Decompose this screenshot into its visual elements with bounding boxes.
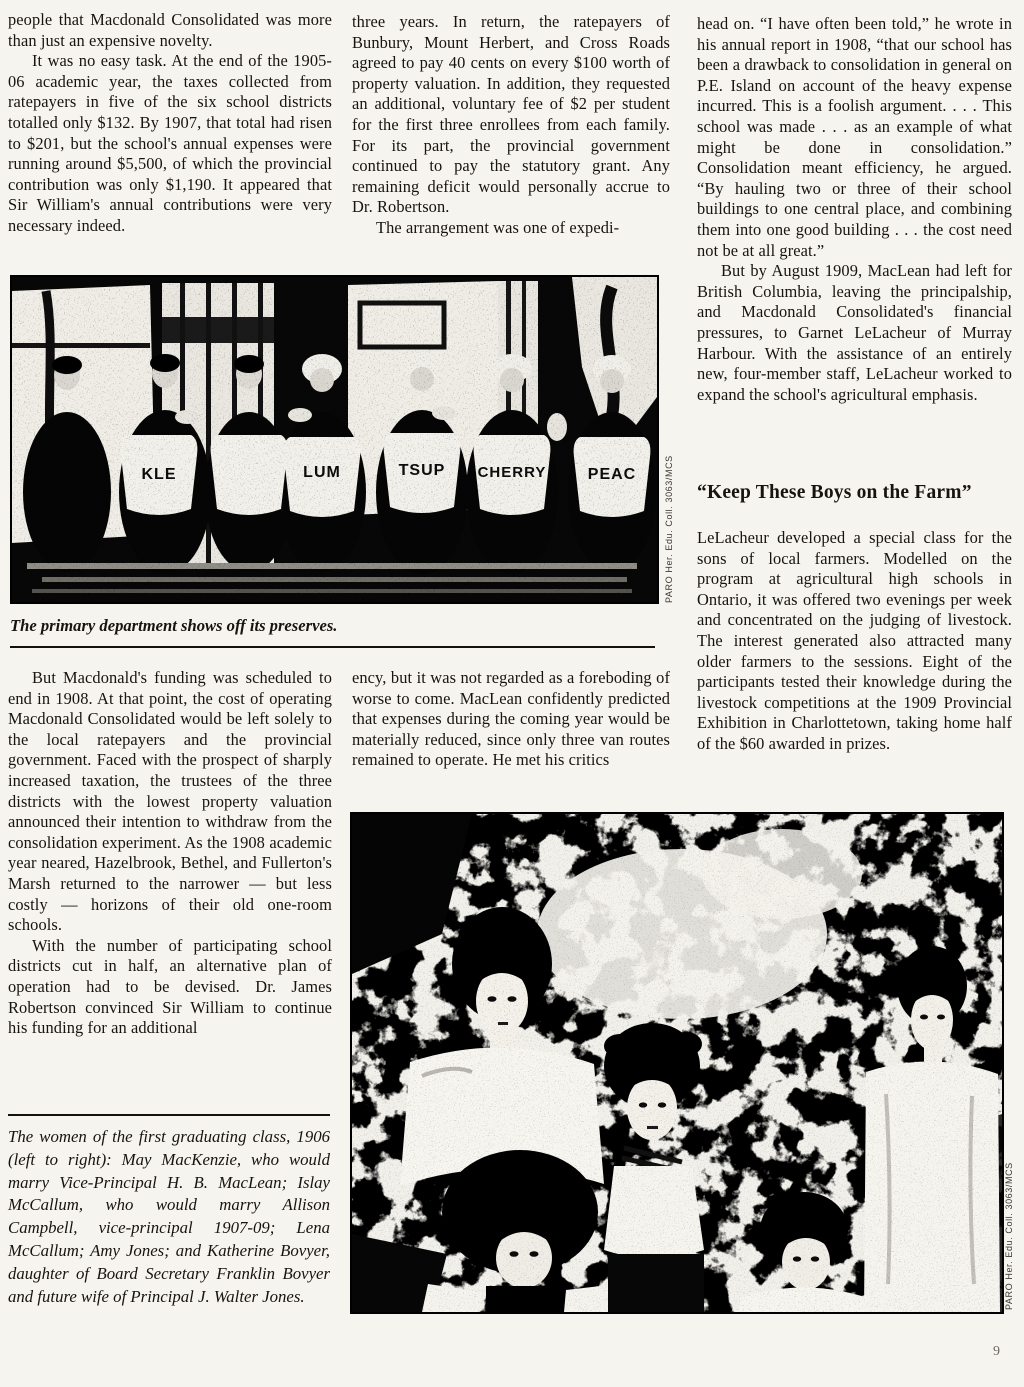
body-paragraph: But by August 1909, MacLean had left for British Columbia, leaving the principalship, and Macdonald Consolidated's financial pressures, to Garnet LeLacheur of Murray Harbour. With the assistance of an entirely new, four-member staff, LeLacheur worked to expand the school's agricultural emphasis.	[697, 261, 1012, 404]
grain-overlay	[12, 277, 657, 602]
jar-label: CHERRY	[477, 464, 547, 481]
graduates-photo	[350, 812, 1004, 1314]
body-paragraph: It was no easy task. At the end of the 1905-06 academic year, the taxes collected from ratepayers in five of the six school districts totalled only $132. By 1907, that total had risen to $201, but the school's annual expenses were running around $5,500, of which the provincial contribution was only $1,190. It appeared that Sir William's annual contributions were very necessary indeed.	[8, 51, 332, 235]
column1-block2	[8, 668, 332, 1039]
graduates-photo-art	[352, 814, 1002, 1312]
body-paragraph: ency, but it was not regarded as a foreboding of worse to come. MacLean confidently predicted that expenses during the coming year would be materially reduced, since only three van routes remained to operate. He met his critics	[352, 668, 670, 770]
column2-block2	[352, 668, 670, 771]
column3-block2	[697, 528, 1012, 755]
body-paragraph: head on. “I have often been told,” he wrote in his annual report in 1908, “that our school has been a drawback to consolidation in general on P.E. Island on account of the heavy expense incurred. This is a foolish argument. . . . This school was made . . . as an example of what might be done in consolidation.” Consolidation meant efficiency, he argued. “By hauling two or three of their school buildings to one central place, and combining them into one good building . . . the cost need not be at all great.”	[697, 14, 1012, 260]
photo-credit: PARO Her. Edu. Coll. 3063/MCS	[664, 455, 674, 603]
photo-credit: PARO Her. Edu. Coll. 3063/MCS	[1004, 1162, 1014, 1310]
page-number: 9	[993, 1344, 1000, 1359]
body-paragraph: The arrangement was one of expedi-	[376, 217, 620, 237]
preserves-photo	[10, 275, 659, 604]
jar-label: PEAC	[587, 466, 637, 483]
body-paragraph: three years. In return, the ratepayers of Bunbury, Mount Herbert, and Cross Roads agreed to pay 40 cents on every $100 worth of property valuation. In addition, they requested an additional, voluntary fee of $2 per student for the first three enrollees from each family. For its part, the provincial government continued to pay the statutory grant. Any remaining deficit would personally accrue to Dr. Robertson.	[352, 12, 670, 217]
body-paragraph: people that Macdonald Consolidated was more than just an expensive novelty.	[8, 10, 332, 50]
grain-overlay	[352, 814, 1002, 1312]
jar-label: LUM	[303, 464, 341, 481]
column2-block1	[352, 12, 670, 239]
caption-rule	[8, 1114, 330, 1116]
section-heading: “Keep These Boys on the Farm”	[697, 482, 972, 503]
divider-rule	[10, 646, 655, 648]
jar-label: KLE	[141, 466, 177, 483]
photo-caption: The primary department shows off its preserves.	[10, 616, 338, 635]
column1-block1	[8, 10, 332, 237]
graduates-caption: The women of the first graduating class, 1906 (left to right): May MacKenzie, who would marry Vice-Principal H. B. MacLean; Islay McCallum, who would marry Allison Campbell, vice-principal 1907-09; Lena McCallum; Amy Jones; and Katherine Bovyer, daughter of Board Secretary Franklin Bovyer and future wife of Principal J. Walter Jones.	[8, 1127, 330, 1306]
jar-label: TSUP	[398, 462, 446, 479]
body-paragraph: LeLacheur developed a special class for the sons of local farmers. Modelled on the program at agricultural high schools in Ontario, it was offered two evenings per week and concentrated on the judging of livestock. The interest generated also attracted many older farmers to the sessions. Eight of the participants tested their knowledge during the livestock competitions at the 1909 Provincial Exhibition in Charlottetown, taking home half of the $60 awarded in prizes.	[697, 528, 1012, 753]
preserves-photo-art	[12, 277, 657, 602]
body-paragraph: With the number of participating school districts cut in half, an alternative plan of operation had to be devised. Dr. James Robertson convinced Sir William to continue his funding for an additional	[8, 935, 332, 1038]
column3-block1	[697, 14, 1012, 405]
body-paragraph: But Macdonald's funding was scheduled to end in 1908. At that point, the cost of operating Macdonald Consolidated would be left solely to the local ratepayers and the provincial government. Faced with the prospect of sharply increased taxation, the trustees of the three districts with the lowest property valuation announced their intention to withdraw from the consolidation experiment. As the 1908 academic year neared, Hazelbrook, Bethel, and Fullerton's Marsh returned to the narrower — but less costly — horizons of their old one-room schools.	[8, 668, 332, 935]
